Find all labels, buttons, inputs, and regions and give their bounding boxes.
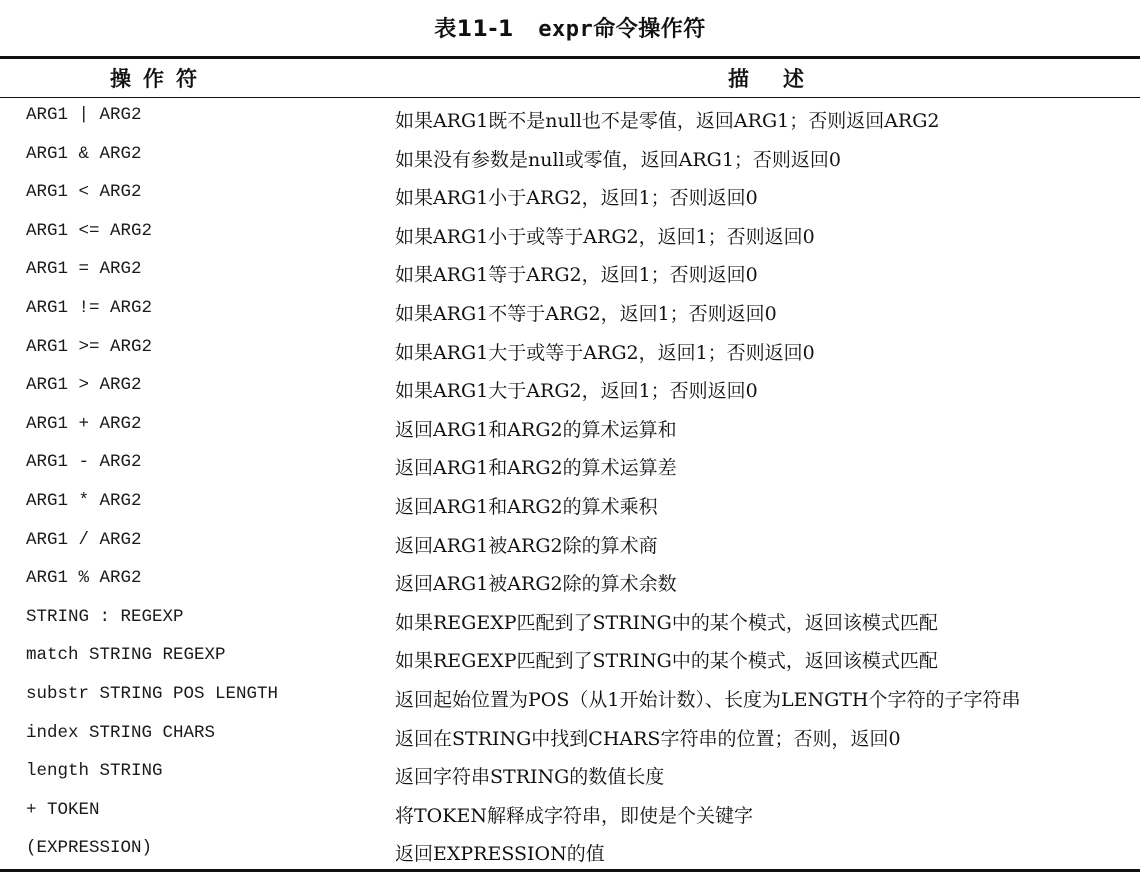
table-row [0,833,1140,872]
table-row [0,332,1140,371]
table-row [0,602,1140,641]
table-row [0,447,1140,486]
operator-cell: ARG1 = ARG2 [26,259,142,280]
table-row [0,216,1140,255]
operator-cell: ARG1 - ARG2 [26,452,142,473]
table-row [0,293,1140,332]
operator-cell: + TOKEN [26,799,100,820]
description-cell: 如果ARG1大于ARG2，返回1；否则返回0 [395,380,758,403]
operator-cell: length STRING [26,761,163,782]
description-cell: 返回ARG1被ARG2除的算术余数 [395,573,677,596]
description-cell: 返回EXPRESSION的值 [395,843,605,866]
table-row [0,486,1140,525]
description-cell: 如果ARG1大于或等于ARG2，返回1；否则返回0 [395,341,815,364]
description-cell: 如果没有参数是null或零值，返回ARG1；否则返回0 [395,148,842,171]
description-cell: 返回ARG1被ARG2除的算术商 [395,534,658,557]
description-cell: 如果REGEXP匹配到了STRING中的某个模式，返回该模式匹配 [395,611,938,634]
description-cell: 返回在STRING中找到CHARS字符串的位置；否则，返回0 [395,727,901,750]
operator-cell: ARG1 <= ARG2 [26,220,153,241]
header-rule [0,97,1140,98]
header-operator: 操作符 [110,67,209,91]
table-row [0,795,1140,834]
operator-cell: index STRING CHARS [26,722,216,743]
bottom-rule [0,869,1140,872]
table-row [0,640,1140,679]
operator-cell: ARG1 / ARG2 [26,529,142,550]
table-row [0,756,1140,795]
table-row [0,177,1140,216]
caption-number: 表11-1 [434,17,514,42]
operator-cell: ARG1 > ARG2 [26,375,142,396]
operator-cell: (EXPRESSION) [26,838,153,859]
description-cell: 返回ARG1和ARG2的算术运算差 [395,457,677,480]
table-body [0,100,1140,872]
description-cell: 返回字符串STRING的数值长度 [395,766,665,789]
description-cell: 如果ARG1等于ARG2，返回1；否则返回0 [395,264,758,287]
operator-cell: STRING : REGEXP [26,606,184,627]
description-cell: 返回ARG1和ARG2的算术乘积 [395,495,658,518]
table-row [0,100,1140,139]
operator-cell: match STRING REGEXP [26,645,226,666]
operator-cell: ARG1 | ARG2 [26,105,142,125]
table-row [0,563,1140,602]
caption-title: 命令操作符 [593,17,706,42]
table-row [0,679,1140,718]
table-row [0,139,1140,178]
operator-cell: ARG1 * ARG2 [26,490,142,511]
top-rule [0,56,1140,59]
table-row [0,254,1140,293]
table-row [0,409,1140,448]
description-cell: 如果REGEXP匹配到了STRING中的某个模式，返回该模式匹配 [395,650,938,673]
operator-cell: ARG1 + ARG2 [26,413,142,434]
description-cell: 返回ARG1和ARG2的算术运算和 [395,418,677,441]
operator-cell: ARG1 & ARG2 [26,143,142,164]
description-cell: 将TOKEN解释成字符串，即使是个关键字 [395,804,753,827]
operator-cell: ARG1 >= ARG2 [26,336,153,357]
operator-cell: ARG1 != ARG2 [26,297,153,318]
table-row [0,525,1140,564]
header-description: 描述 [728,67,838,91]
description-cell: 如果ARG1小于或等于ARG2，返回1；否则返回0 [395,225,815,248]
operator-cell: ARG1 < ARG2 [26,182,142,203]
table-caption [0,12,1140,43]
table-row [0,718,1140,757]
description-cell: 如果ARG1小于ARG2，返回1；否则返回0 [395,187,758,210]
description-cell: 如果ARG1不等于ARG2，返回1；否则返回0 [395,302,777,325]
description-cell: 返回起始位置为POS（从1开始计数）、长度为LENGTH个字符的子字符串 [395,688,1021,711]
operator-cell: substr STRING POS LENGTH [26,683,279,704]
table-row [0,370,1140,409]
caption-command: expr [538,17,594,42]
description-cell: 如果ARG1既不是null也不是零值，返回ARG1；否则返回ARG2 [395,110,940,132]
operator-cell: ARG1 % ARG2 [26,568,142,589]
